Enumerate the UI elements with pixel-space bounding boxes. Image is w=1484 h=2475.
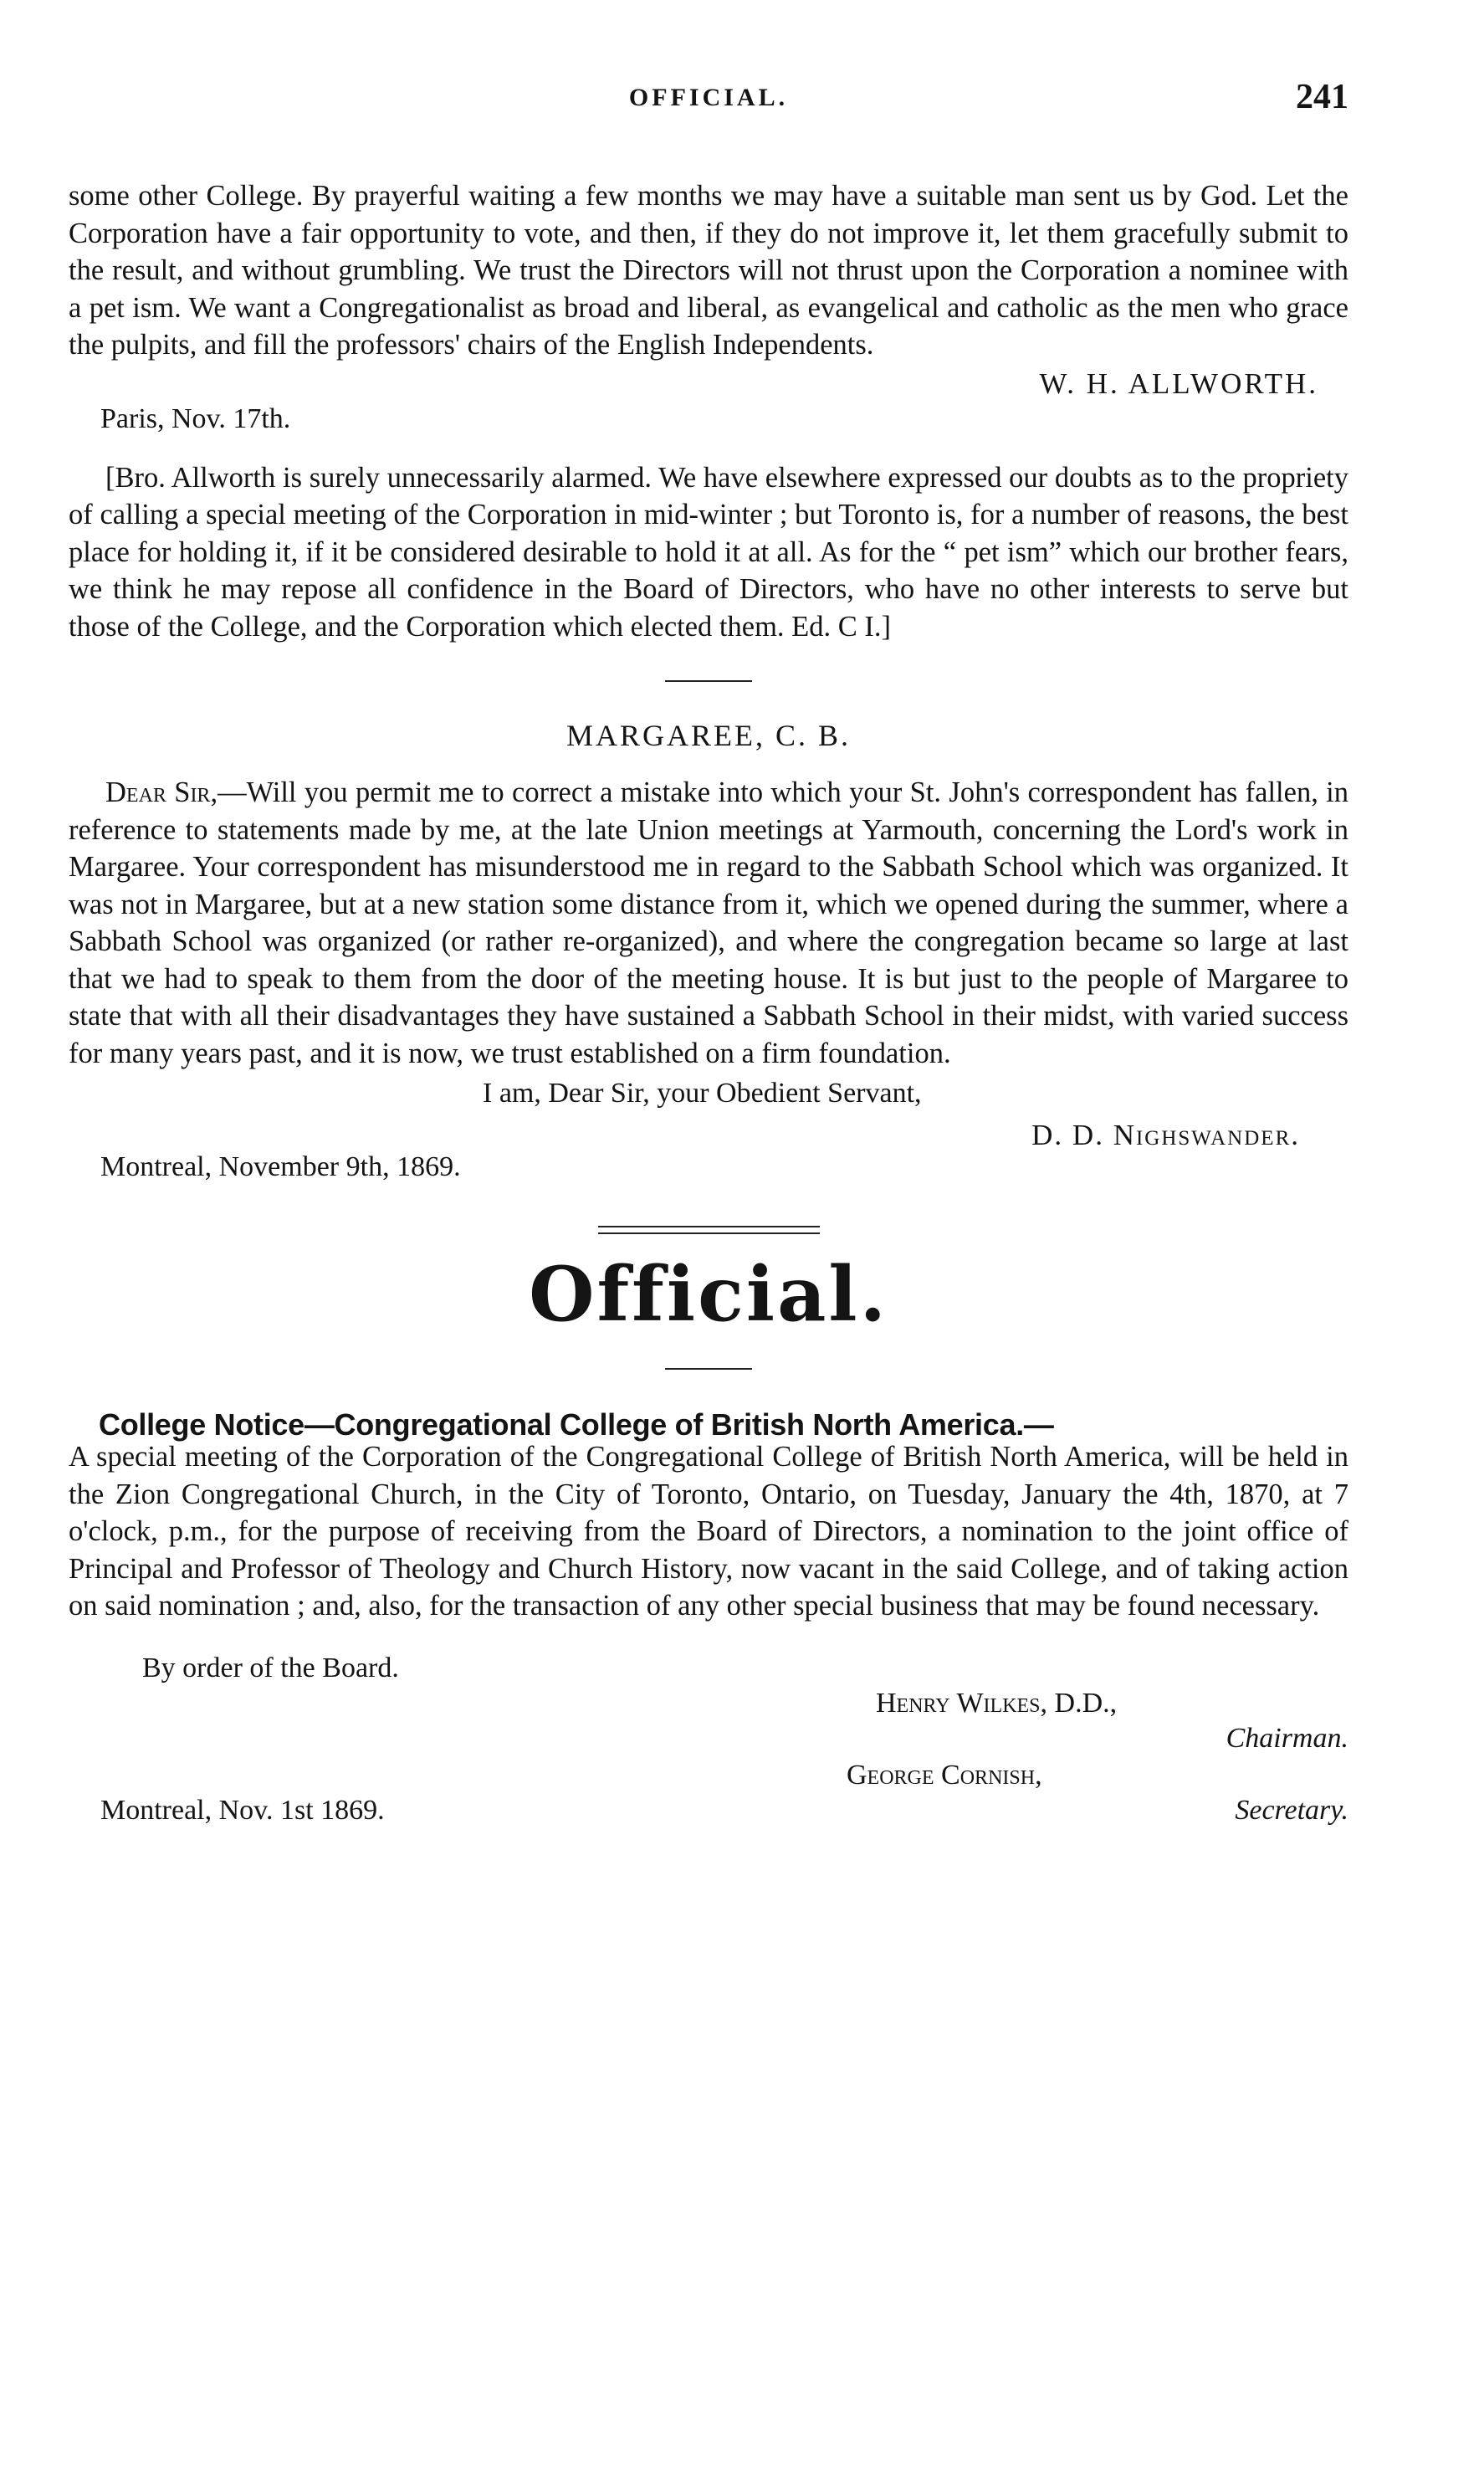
college-notice-title: College Notice—Congregational College of British North America.—	[99, 1407, 1054, 1442]
college-notice-body: A special meeting of the Corporation of the Congregational College of British North America, will be held in the Zion Congregational Church, in the City of Toronto, Ontario, on Tuesday, January the 4th, 1870, at 7 o'clock, p.m., for the purpose of receiving from the Board of Directors, a nomination to the joint office of Principal and Professor of Theology and Church History, now vacant in the said College, and of taking action on said nomination ; and, also, for the transaction of any other special business that may be found necessary.	[69, 1441, 1348, 1622]
chairman-name: Henry Wilkes, D.D.,	[876, 1687, 1118, 1719]
double-rule-top	[598, 1226, 820, 1227]
notice-dateline: Montreal, Nov. 1st 1869.	[100, 1794, 385, 1826]
double-rule-divider	[598, 1226, 820, 1234]
chairman-title: Chairman.	[1226, 1722, 1348, 1754]
secretary-name: George Cornish,	[847, 1759, 1042, 1791]
letter-margaree-signature: D. D. Nighswander.	[1031, 1119, 1300, 1151]
section-heading-official: Official.	[529, 1250, 888, 1339]
letter-margaree-body	[69, 774, 1348, 1072]
letter-margaree-salutation: Dear Sir,	[105, 776, 218, 808]
section-heading-underline	[665, 1368, 752, 1370]
letter-margaree-heading: MARGAREE, C. B.	[565, 719, 852, 752]
running-head-title: OFFICIAL.	[628, 84, 789, 111]
double-rule-bottom	[598, 1232, 820, 1234]
letter-allworth-signature: W. H. ALLWORTH.	[1039, 366, 1318, 400]
notice-signatories	[69, 1685, 1348, 1832]
letter-margaree-text: —Will you permit me to correct a mistake into which your St. John's correspondent has fallen, in reference to statements made by me, at the late Union meetings at Yarmouth, concerning the Lord's work in Margaree. Your correspondent has misunderstood me in regard to the Sabbath School which was organized. It was not in Margaree, but at a new station some distance from it, which we opened during the summer, where a Sabbath School was organized (or rather re-organized), and where the congregation became so large at last that we had to speak to them from the door of the meeting house. It is but just to the people of Margaree to state that with all their disadvantages they have sustained a Sabbath School in their midst, with varied success for many years past, and it is now, we trust established on a firm foundation.	[69, 776, 1348, 1069]
running-head	[69, 77, 1348, 127]
letter-margaree-dateline: Montreal, November 9th, 1869.	[100, 1151, 461, 1182]
section-divider	[665, 680, 752, 682]
letter-allworth-body: some other College. By prayerful waiting a few months we may have a suitable man sent us by God. Let the Corporation have a fair opportunity to vote, and then, if they do not improve it, let them gracefully submit to the result, and without grumbling. We trust the Directors will not thrust upon the Corporation a nominee with a pet ism. We want a Congregationalist as broad and liberal, as evangelical and catholic as the men who grace the pulpits, and fill the professors' chairs of the English Independents.	[69, 180, 1348, 361]
editor-note: [Bro. Allworth is surely unnecessarily alarmed. We have elsewhere expressed our doubts as to the propriety of calling a special meeting of the Corporation in mid-winter ; but Toronto is, for a number of reasons, the best place for holding it, if it be considered desirable to hold it at all. As for the “ pet ism” which our brother fears, we think he may repose all confidence in the Board of Directors, who have no other interests to serve but those of the College, and the Corporation which elected them. Ed. C I.]	[69, 461, 1348, 643]
letter-allworth-dateline: Paris, Nov. 17th.	[100, 402, 291, 434]
notice-order-line: By order of the Board.	[142, 1652, 399, 1683]
page-number: 241	[1296, 78, 1348, 116]
secretary-title: Secretary.	[1235, 1794, 1348, 1826]
letter-margaree-closing: I am, Dear Sir, your Obedient Servant,	[483, 1078, 922, 1109]
journal-page	[69, 77, 1348, 1832]
